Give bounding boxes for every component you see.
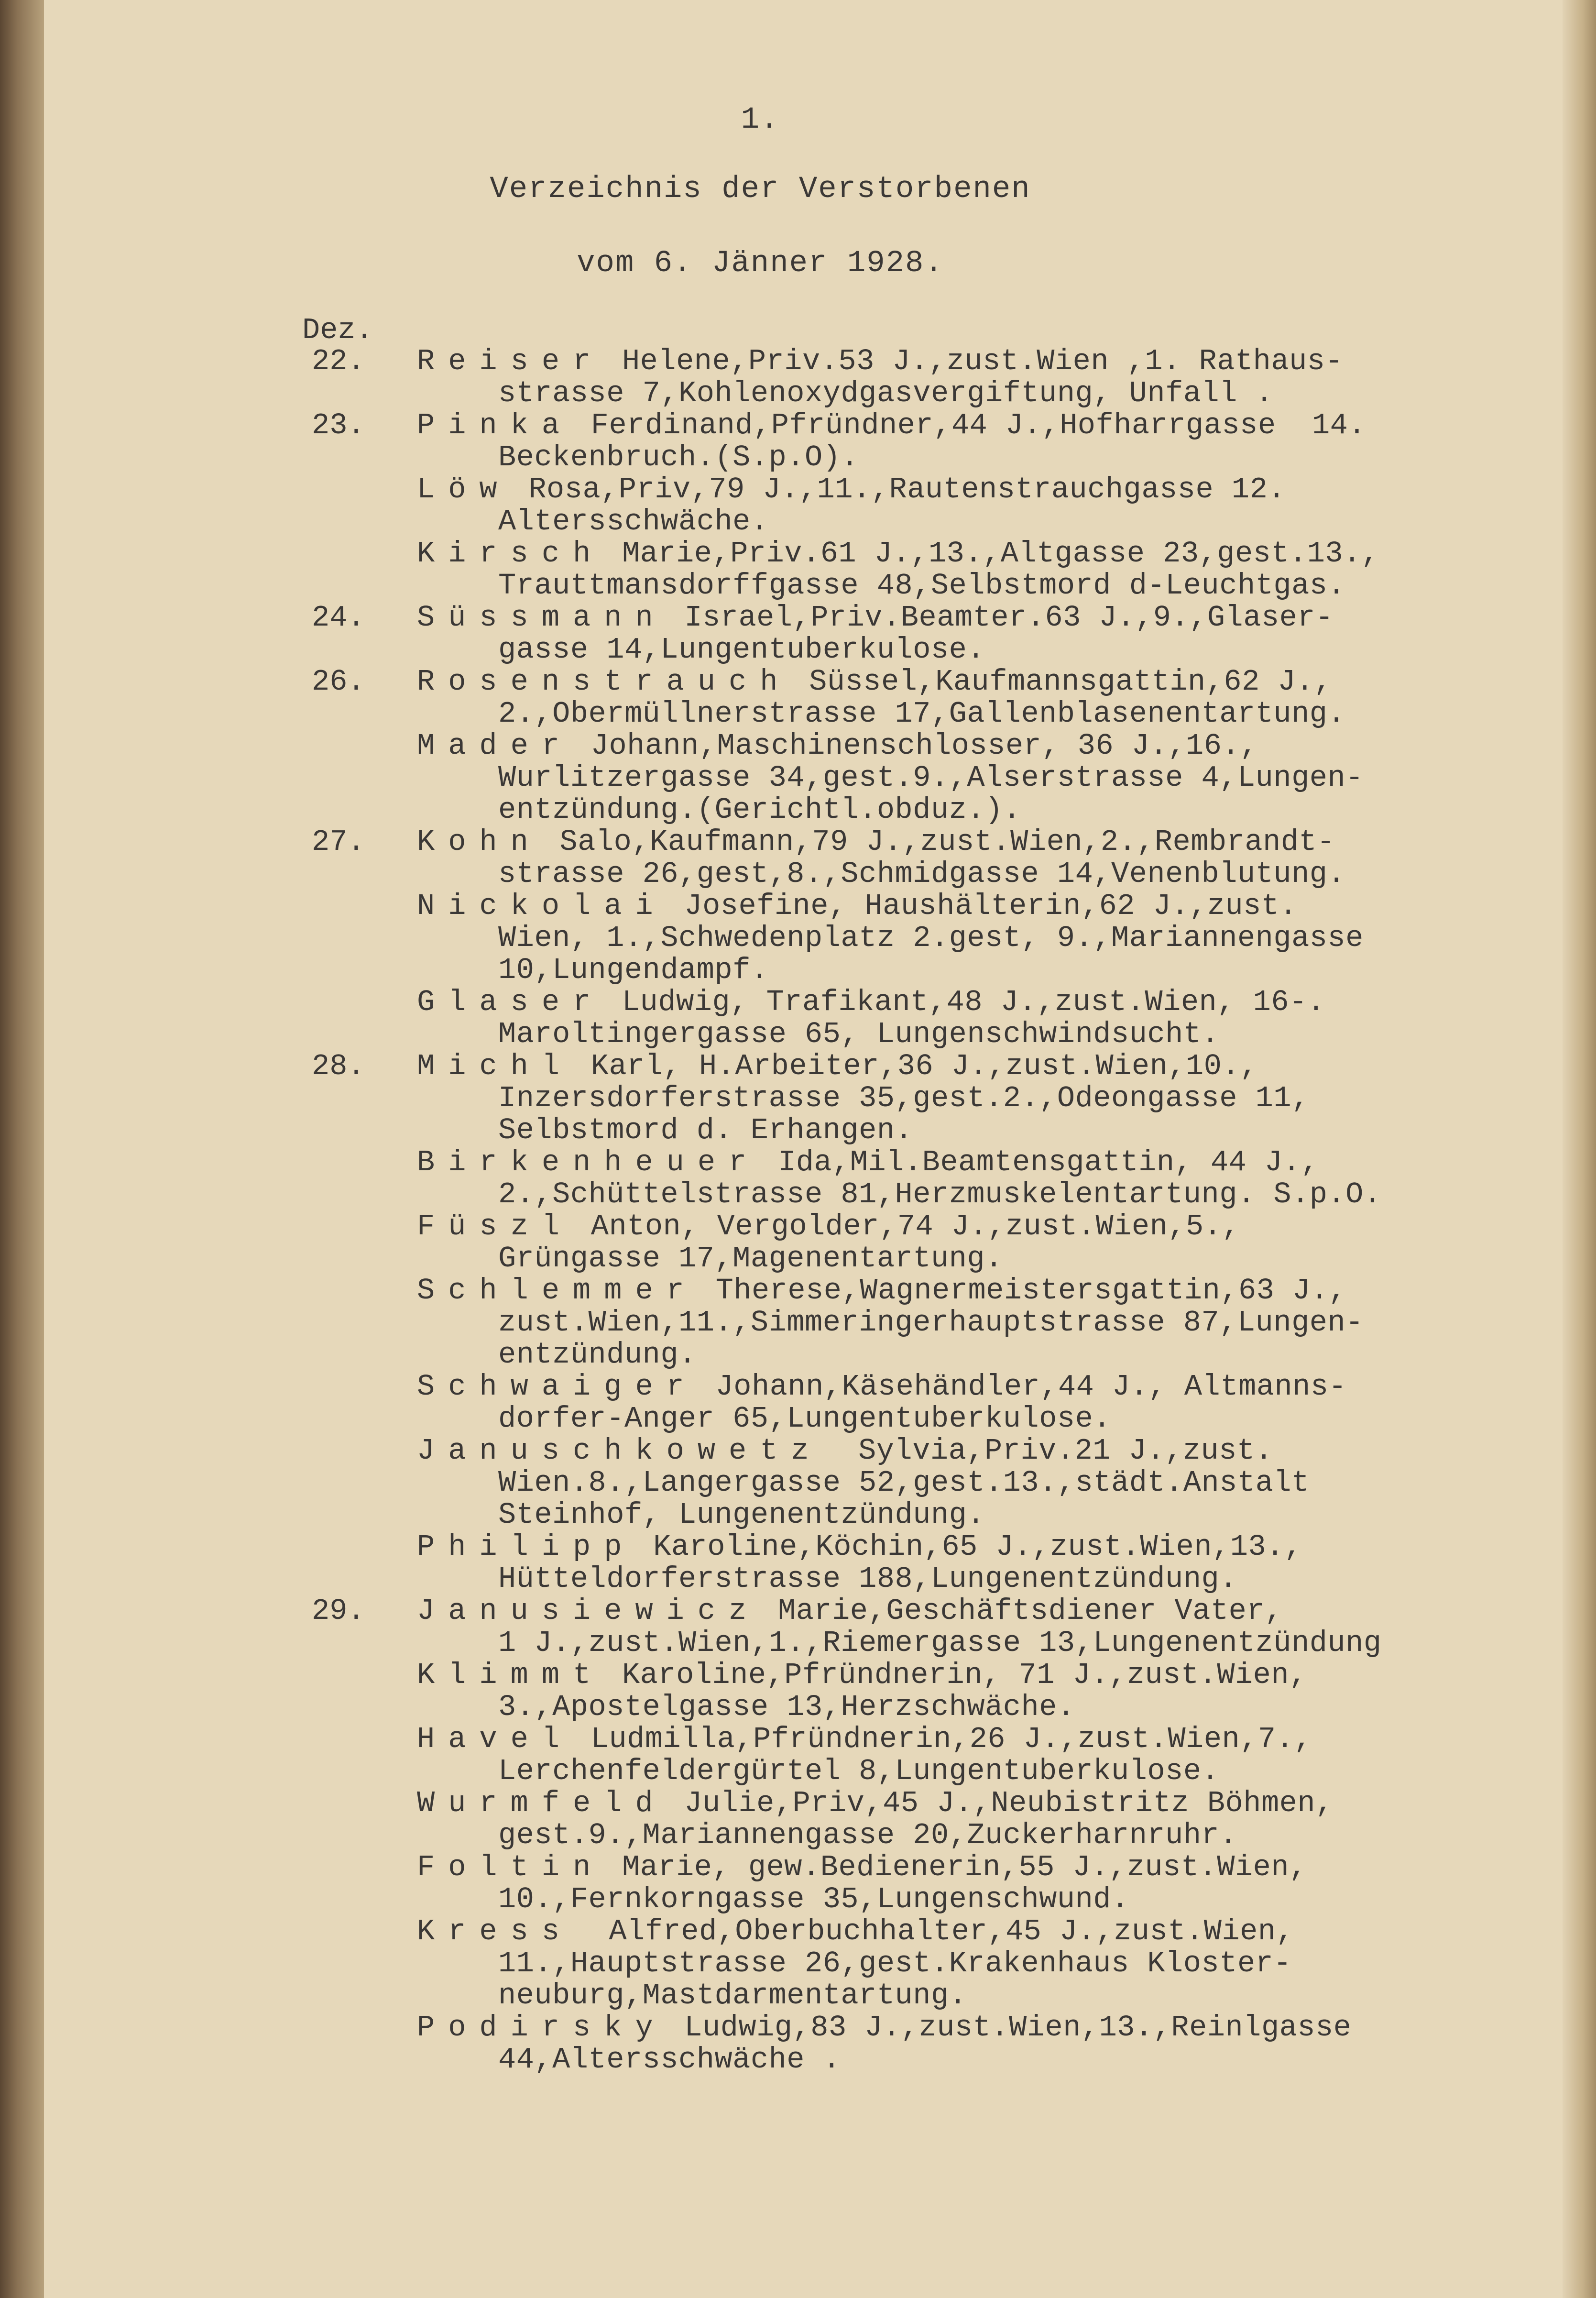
entry-continuation: 1 J.,zust.Wien,1.,Riemergasse 13,Lungenentzündung bbox=[498, 1626, 1382, 1660]
entry-surname: Nickolai bbox=[417, 889, 667, 923]
entry-date: 24. bbox=[312, 601, 365, 635]
entry-row bbox=[44, 1209, 1563, 1242]
entry-details: Israel,Priv.Beamter.63 J.,9.,Glaser- bbox=[666, 601, 1334, 635]
month-label: Dez. bbox=[302, 313, 373, 347]
entry-continuation: Beckenbruch.(S.p.O). bbox=[498, 440, 859, 474]
entry-row bbox=[44, 1370, 1563, 1402]
entry-details: Ludwig, Trafikant,48 J.,zust.Wien, 16-. bbox=[604, 985, 1325, 1019]
entry-row bbox=[44, 1658, 1563, 1690]
binding-edge bbox=[0, 0, 44, 2298]
entry-continuation: strasse 26,gest,8.,Schmidgasse 14,Venenblutung. bbox=[498, 857, 1346, 891]
entry-row bbox=[44, 729, 1563, 761]
entry-details: Marie,Priv.61 J.,13.,Altgasse 23,gest.13., bbox=[604, 537, 1379, 571]
entry-continuation: Inzersdorferstrasse 35,gest.2.,Odeongasse 11, bbox=[498, 1081, 1310, 1115]
entry-line bbox=[417, 729, 1258, 763]
entry-surname: Kohn bbox=[417, 825, 542, 859]
entry-line bbox=[417, 537, 1379, 571]
entry-continuation: Lerchenfeldergürtel 8,Lungentuberkulose. bbox=[498, 1754, 1220, 1788]
entry-continuation: 10.,Fernkorngasse 35,Lungenschwund. bbox=[498, 1882, 1129, 1916]
document-page bbox=[44, 0, 1563, 2298]
entry-continuation-row bbox=[44, 1466, 1563, 1498]
entry-row bbox=[44, 825, 1563, 857]
entry-continuation: Selbstmord d. Erhangen. bbox=[498, 1113, 913, 1147]
entry-continuation: zust.Wien,11.,Simmeringerhauptstrasse 87,Lungen- bbox=[498, 1306, 1364, 1340]
entry-continuation-row bbox=[44, 1113, 1563, 1145]
document-subtitle: vom 6. Jänner 1928. bbox=[577, 246, 944, 281]
entry-surname: Glaser bbox=[417, 985, 604, 1019]
entry-continuation-row bbox=[44, 1690, 1563, 1722]
entry-continuation: Wien, 1.,Schwedenplatz 2.gest, 9.,Mariannengasse bbox=[498, 921, 1364, 955]
entry-line bbox=[417, 1370, 1346, 1404]
entry-continuation-row bbox=[44, 569, 1563, 601]
entry-details: Alfred,Oberbuchhalter,45 J.,zust.Wien, bbox=[573, 1914, 1294, 1948]
entry-line bbox=[417, 1434, 1273, 1468]
entry-surname: Foltin bbox=[417, 1850, 604, 1884]
entry-details: Ferdinand,Pfründner,44 J.,Hofharrgasse 14. bbox=[573, 408, 1366, 442]
entry-continuation: neuburg,Mastdarmentartung. bbox=[498, 1979, 967, 2012]
entry-continuation: Hütteldorferstrasse 188,Lungenentzündung. bbox=[498, 1562, 1237, 1596]
entry-list bbox=[44, 344, 1563, 2075]
entry-line bbox=[417, 1722, 1312, 1756]
entry-surname: Podirsky bbox=[417, 2011, 667, 2045]
entry-continuation-row bbox=[44, 793, 1563, 825]
entry-row bbox=[44, 2011, 1563, 2043]
entry-continuation-row bbox=[44, 1338, 1563, 1370]
entry-surname: Birkenheuer bbox=[417, 1145, 760, 1179]
entry-surname: Füszl bbox=[417, 1209, 573, 1243]
entry-row bbox=[44, 1049, 1563, 1081]
entry-details: Süssel,Kaufmannsgattin,62 J., bbox=[791, 665, 1332, 699]
entry-surname: Mader bbox=[417, 729, 573, 763]
entry-line bbox=[417, 889, 1297, 923]
entry-continuation-row bbox=[44, 1498, 1563, 1530]
entry-continuation: strasse 7,Kohlenoxydgasvergiftung, Unfall . bbox=[498, 376, 1274, 410]
entry-line bbox=[417, 473, 1286, 506]
entry-surname: Klimmt bbox=[417, 1658, 604, 1692]
entry-row bbox=[44, 889, 1563, 921]
entry-continuation-row bbox=[44, 1402, 1563, 1434]
entry-line bbox=[417, 1850, 1307, 1884]
entry-row bbox=[44, 1786, 1563, 1818]
entry-line bbox=[417, 1658, 1307, 1692]
entry-continuation: 2.,Schüttelstrasse 81,Herzmuskelentartung. S.p.O. bbox=[498, 1177, 1382, 1211]
page-edge bbox=[1563, 0, 1596, 2298]
entry-row bbox=[44, 1914, 1563, 1946]
entry-surname: Schwaiger bbox=[417, 1370, 698, 1404]
entry-row bbox=[44, 1274, 1563, 1306]
entry-surname: Pinka bbox=[417, 408, 573, 442]
entry-continuation-row bbox=[44, 1946, 1563, 1979]
entry-details: Rosa,Priv,79 J.,11.,Rautenstrauchgasse 12. bbox=[510, 473, 1286, 506]
entry-continuation: 3.,Apostelgasse 13,Herzschwäche. bbox=[498, 1690, 1075, 1724]
entry-continuation-row bbox=[44, 1081, 1563, 1113]
entry-details: Salo,Kaufmann,79 J.,zust.Wien,2.,Rembrandt- bbox=[541, 825, 1335, 859]
entry-continuation-row bbox=[44, 697, 1563, 729]
entry-continuation-row bbox=[44, 1979, 1563, 2011]
entry-row bbox=[44, 985, 1563, 1017]
entry-continuation: Trauttmansdorffgasse 48,Selbstmord d-Leuchtgas. bbox=[498, 569, 1346, 603]
entry-continuation-row bbox=[44, 953, 1563, 985]
entry-continuation-row bbox=[44, 633, 1563, 665]
entry-line bbox=[417, 1530, 1302, 1564]
entry-surname: Michl bbox=[417, 1049, 573, 1083]
entry-row bbox=[44, 473, 1563, 505]
entry-continuation-row bbox=[44, 857, 1563, 889]
entry-continuation-row bbox=[44, 2043, 1563, 2075]
entry-continuation-row bbox=[44, 1017, 1563, 1049]
entry-row bbox=[44, 1434, 1563, 1466]
entry-line bbox=[417, 1786, 1334, 1820]
entry-details: Helene,Priv.53 J.,zust.Wien ,1. Rathaus- bbox=[604, 344, 1344, 378]
entry-continuation-row bbox=[44, 761, 1563, 793]
entry-row bbox=[44, 344, 1563, 376]
entry-surname: Philipp bbox=[417, 1530, 635, 1564]
entry-row bbox=[44, 1722, 1563, 1754]
entry-row bbox=[44, 665, 1563, 697]
entry-line bbox=[417, 2011, 1352, 2045]
entry-line bbox=[417, 985, 1325, 1019]
entry-details: Therese,Wagnermeistersgattin,63 J., bbox=[697, 1274, 1347, 1308]
entry-continuation: Grüngasse 17,Magenentartung. bbox=[498, 1242, 1003, 1275]
entry-details: Karoline,Köchin,65 J.,zust.Wien,13., bbox=[635, 1530, 1302, 1564]
entry-continuation: dorfer-Anger 65,Lungentuberkulose. bbox=[498, 1402, 1112, 1436]
entry-details: Marie, gew.Bedienerin,55 J.,zust.Wien, bbox=[604, 1850, 1307, 1884]
entry-details: Anton, Vergolder,74 J.,zust.Wien,5., bbox=[573, 1209, 1240, 1243]
entry-date: 26. bbox=[312, 665, 365, 699]
entry-continuation-row bbox=[44, 1306, 1563, 1338]
entry-continuation-row bbox=[44, 921, 1563, 953]
page-number: 1. bbox=[741, 103, 780, 137]
entry-details: Ida,Mil.Beamtensgattin, 44 J., bbox=[760, 1145, 1319, 1179]
entry-details: Julie,Priv,45 J.,Neubistritz Böhmen, bbox=[666, 1786, 1334, 1820]
entry-surname: Janusiewicz bbox=[417, 1594, 760, 1628]
entry-line bbox=[417, 1274, 1346, 1308]
entry-continuation-row bbox=[44, 505, 1563, 537]
entry-details: Ludwig,83 J.,zust.Wien,13.,Reinlgasse bbox=[666, 2011, 1352, 2045]
entry-row bbox=[44, 1594, 1563, 1626]
entry-surname: Kirsch bbox=[417, 537, 604, 571]
entry-continuation: Altersschwäche. bbox=[498, 505, 769, 539]
entry-details: Ludmilla,Pfründnerin,26 J.,zust.Wien,7., bbox=[573, 1722, 1312, 1756]
entry-line bbox=[417, 1209, 1240, 1243]
entry-line bbox=[417, 825, 1335, 859]
entry-line bbox=[417, 1594, 1283, 1628]
entry-continuation: 44,Altersschwäche . bbox=[498, 2043, 841, 2077]
entry-date: 28. bbox=[312, 1049, 365, 1083]
entry-surname: Rosenstrauch bbox=[417, 665, 791, 699]
entry-continuation-row bbox=[44, 1626, 1563, 1658]
entry-continuation: Maroltingergasse 65, Lungenschwindsucht. bbox=[498, 1017, 1220, 1051]
entry-surname: Havel bbox=[417, 1722, 573, 1756]
entry-continuation-row bbox=[44, 1882, 1563, 1914]
entry-surname: Kress bbox=[417, 1914, 573, 1948]
entry-line bbox=[417, 408, 1366, 442]
entry-details: Johann,Käsehändler,44 J., Altmanns- bbox=[697, 1370, 1347, 1404]
entry-line bbox=[417, 1145, 1319, 1179]
entry-continuation-row bbox=[44, 1818, 1563, 1850]
entry-details: Karoline,Pfründnerin, 71 J.,zust.Wien, bbox=[604, 1658, 1307, 1692]
entry-details: Josefine, Haushälterin,62 J.,zust. bbox=[666, 889, 1298, 923]
entry-continuation-row bbox=[44, 1562, 1563, 1594]
entry-continuation: gest.9.,Mariannengasse 20,Zuckerharnruhr. bbox=[498, 1818, 1237, 1852]
entry-details: Johann,Maschinenschlosser, 36 J.,16., bbox=[573, 729, 1258, 763]
entry-continuation-row bbox=[44, 1177, 1563, 1209]
entry-date: 29. bbox=[312, 1594, 365, 1628]
entry-surname: Januschkowetz bbox=[417, 1434, 822, 1468]
entry-details: Karl, H.Arbeiter,36 J.,zust.Wien,10., bbox=[573, 1049, 1258, 1083]
entry-surname: Süssmann bbox=[417, 601, 667, 635]
entry-line bbox=[417, 1914, 1294, 1948]
entry-continuation: Steinhof, Lungenentzündung. bbox=[498, 1498, 985, 1532]
entry-surname: Löw bbox=[417, 473, 511, 506]
entry-line bbox=[417, 1049, 1258, 1083]
entry-date: 27. bbox=[312, 825, 365, 859]
entry-date: 23. bbox=[312, 408, 365, 442]
entry-continuation: Wurlitzergasse 34,gest.9.,Alserstrasse 4,Lungen- bbox=[498, 761, 1364, 795]
entry-details: Marie,Geschäftsdiener Vater, bbox=[760, 1594, 1283, 1628]
entry-continuation: 11.,Hauptstrasse 26,gest.Krakenhaus Kloster- bbox=[498, 1946, 1292, 1980]
entry-continuation-row bbox=[44, 1754, 1563, 1786]
entry-date: 22. bbox=[312, 344, 365, 378]
entry-continuation: Wien.8.,Langergasse 52,gest.13.,städt.Anstalt bbox=[498, 1466, 1310, 1500]
entry-continuation: entzündung. bbox=[498, 1338, 697, 1372]
entry-continuation: 2.,Obermüllnerstrasse 17,Gallenblasenentartung. bbox=[498, 697, 1346, 731]
entry-row bbox=[44, 1145, 1563, 1177]
entry-surname: Reiser bbox=[417, 344, 604, 378]
entry-continuation: 10,Lungendampf. bbox=[498, 953, 769, 987]
entry-row bbox=[44, 1850, 1563, 1882]
entry-surname: Schlemmer bbox=[417, 1274, 698, 1308]
entry-row bbox=[44, 408, 1563, 440]
entry-surname: Wurmfeld bbox=[417, 1786, 667, 1820]
entry-line bbox=[417, 665, 1332, 699]
entry-continuation-row bbox=[44, 1242, 1563, 1274]
entry-row bbox=[44, 537, 1563, 569]
entry-continuation-row bbox=[44, 440, 1563, 473]
entry-line bbox=[417, 601, 1334, 635]
entry-row bbox=[44, 1530, 1563, 1562]
entry-continuation: gasse 14,Lungentuberkulose. bbox=[498, 633, 985, 667]
entry-row bbox=[44, 601, 1563, 633]
entry-line bbox=[417, 344, 1343, 378]
entry-continuation-row bbox=[44, 376, 1563, 408]
entry-details: Sylvia,Priv.21 J.,zust. bbox=[822, 1434, 1273, 1468]
document-title: Verzeichnis der Verstorbenen bbox=[490, 172, 1031, 207]
entry-continuation: entzündung.(Gerichtl.obduz.). bbox=[498, 793, 1021, 827]
